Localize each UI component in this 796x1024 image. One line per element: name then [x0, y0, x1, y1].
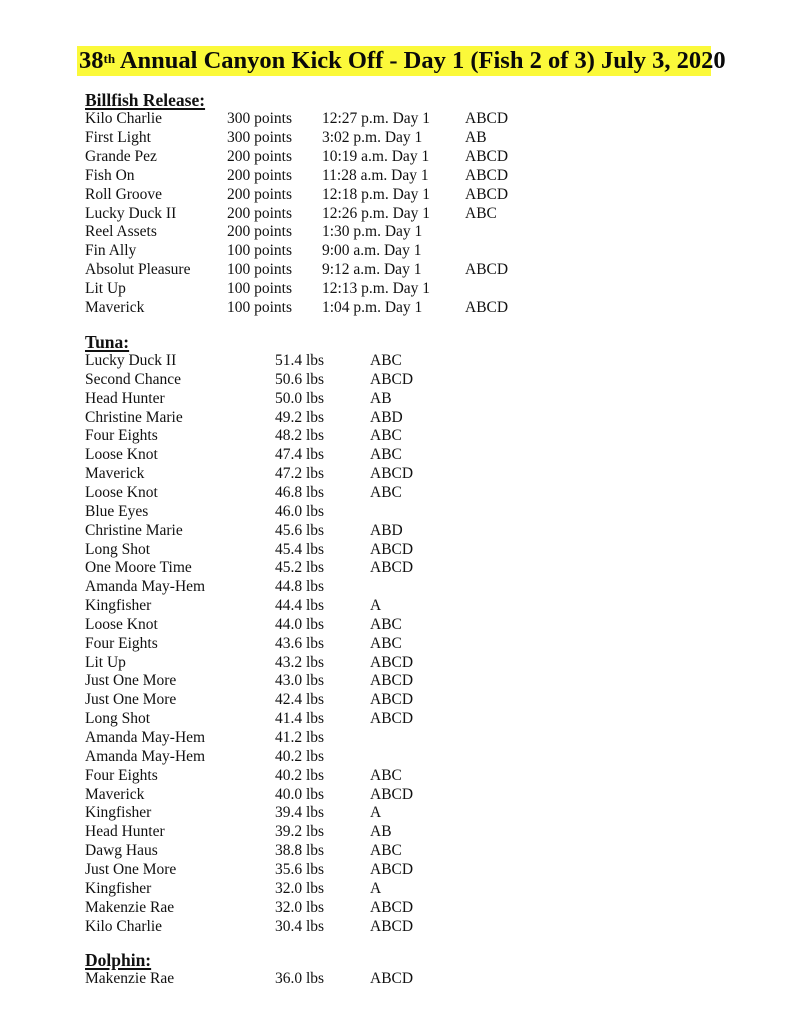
boat-name: Kingfisher: [85, 597, 152, 615]
boat-name: Head Hunter: [85, 389, 165, 407]
points: 300 points: [227, 110, 293, 127]
release-time: 1:30 p.m. Day 1: [322, 223, 423, 241]
division-code: ABC: [370, 634, 402, 652]
release-time: 12:26 p.m. Day 1: [322, 204, 431, 222]
weight: 47.4 lbs: [275, 446, 325, 464]
billfish-row: [0, 128, 796, 147]
weight: 36.0 lbs: [275, 970, 325, 987]
tuna-row: [0, 747, 796, 766]
weight: 40.0 lbs: [275, 785, 325, 803]
tuna-row: [0, 879, 796, 898]
weight: 44.8 lbs: [275, 578, 325, 596]
division-code: ABCD: [370, 970, 414, 987]
division-code: ABCD: [370, 860, 414, 878]
division-code: ABC: [465, 204, 497, 222]
division-code: ABC: [370, 446, 402, 464]
boat-name: Kilo Charlie: [85, 917, 163, 935]
boat-name: Head Hunter: [85, 823, 165, 841]
title-superscript: th: [103, 51, 116, 66]
billfish-row: [0, 166, 796, 185]
tuna-row: [0, 917, 796, 936]
division-code: ABCD: [370, 917, 414, 935]
boat-name: Second Chance: [85, 370, 181, 388]
tuna-row: [0, 426, 796, 445]
boat-name: Amanda May-Hem: [85, 747, 206, 765]
division-code: ABCD: [370, 370, 414, 388]
points: 100 points: [227, 280, 293, 298]
division-code: A: [370, 879, 382, 897]
points: 100 points: [227, 299, 293, 316]
weight: 41.4 lbs: [275, 710, 325, 728]
boat-name: Kilo Charlie: [85, 110, 163, 127]
boat-name: Four Eights: [85, 427, 158, 445]
weight: 45.2 lbs: [275, 559, 325, 577]
tuna-row: [0, 370, 796, 389]
points: 200 points: [227, 204, 293, 222]
boat-name: Amanda May-Hem: [85, 729, 206, 746]
boat-name: Lit Up: [85, 653, 126, 671]
billfish-row: [0, 109, 796, 128]
weight: 46.8 lbs: [275, 483, 325, 501]
tuna-row: [0, 577, 796, 596]
dolphin-heading: Dolphin:: [85, 950, 152, 970]
weight: 50.6 lbs: [275, 370, 325, 388]
boat-name: Makenzie Rae: [85, 970, 175, 987]
weight: 44.0 lbs: [275, 615, 325, 633]
boat-name: Kingfisher: [85, 804, 152, 822]
boat-name: Dawg Haus: [85, 842, 158, 860]
division-code: AB: [370, 389, 392, 407]
weight: 45.4 lbs: [275, 540, 325, 558]
billfish-row: [0, 147, 796, 166]
boat-name: Four Eights: [85, 766, 158, 784]
weight: 40.2 lbs: [275, 766, 325, 784]
boat-name: Loose Knot: [85, 483, 158, 501]
tuna-row: [0, 634, 796, 653]
weight: 32.0 lbs: [275, 879, 325, 897]
division-code: ABCD: [370, 691, 414, 709]
weight: 43.2 lbs: [275, 653, 325, 671]
weight: 46.0 lbs: [275, 502, 325, 520]
release-time: 9:12 a.m. Day 1: [322, 261, 422, 279]
boat-name: Long Shot: [85, 540, 151, 558]
boat-name: Reel Assets: [85, 223, 157, 241]
release-time: 12:27 p.m. Day 1: [322, 110, 431, 127]
tuna-row: [0, 464, 796, 483]
division-code: ABCD: [370, 672, 414, 690]
boat-name: First Light: [85, 128, 151, 146]
weight: 42.4 lbs: [275, 691, 325, 709]
weight: 43.0 lbs: [275, 672, 325, 690]
points: 200 points: [227, 147, 293, 165]
boat-name: Fin Ally: [85, 242, 137, 260]
tuna-row: [0, 502, 796, 521]
boat-name: Maverick: [85, 299, 145, 316]
division-code: ABCD: [370, 898, 414, 916]
tuna-row: [0, 596, 796, 615]
division-code: ABC: [370, 842, 402, 860]
weight: 35.6 lbs: [275, 860, 325, 878]
weight: 45.6 lbs: [275, 521, 325, 539]
tuna-row: [0, 709, 796, 728]
points: 200 points: [227, 166, 293, 184]
tuna-row: [0, 408, 796, 427]
tuna-row: [0, 690, 796, 709]
division-code: ABCD: [465, 299, 509, 316]
boat-name: Loose Knot: [85, 446, 158, 464]
weight: 41.2 lbs: [275, 729, 325, 746]
weight: 40.2 lbs: [275, 747, 325, 765]
division-code: ABD: [370, 408, 403, 426]
division-code: ABCD: [370, 540, 414, 558]
boat-name: Maverick: [85, 465, 145, 483]
tuna-row: [0, 615, 796, 634]
weight: 51.4 lbs: [275, 352, 325, 369]
release-time: 9:00 a.m. Day 1: [322, 242, 422, 260]
points: 200 points: [227, 185, 293, 203]
page-title: [79, 46, 726, 76]
title-prefix: 38: [79, 47, 104, 74]
tuna-row: [0, 671, 796, 690]
tuna-row: [0, 653, 796, 672]
division-code: ABC: [370, 766, 402, 784]
billfish-row: [0, 279, 796, 298]
division-code: ABCD: [370, 653, 414, 671]
billfish-row: [0, 298, 796, 317]
tuna-row: [0, 785, 796, 804]
tuna-row: [0, 803, 796, 822]
weight: 47.2 lbs: [275, 465, 325, 483]
division-code: ABC: [370, 352, 402, 369]
boat-name: Maverick: [85, 785, 145, 803]
boat-name: Absolut Pleasure: [85, 261, 191, 279]
tuna-row: [0, 766, 796, 785]
dolphin-row: [0, 969, 796, 988]
release-time: 12:18 p.m. Day 1: [322, 185, 431, 203]
division-code: ABCD: [465, 185, 509, 203]
boat-name: Just One More: [85, 672, 177, 690]
division-code: A: [370, 597, 382, 615]
division-code: ABCD: [370, 785, 414, 803]
division-code: ABCD: [465, 261, 509, 279]
division-code: ABCD: [370, 465, 414, 483]
weight: 43.6 lbs: [275, 634, 325, 652]
division-code: AB: [370, 823, 392, 841]
weight: 38.8 lbs: [275, 842, 325, 860]
boat-name: Makenzie Rae: [85, 898, 175, 916]
division-code: ABD: [370, 521, 403, 539]
points: 300 points: [227, 128, 293, 146]
division-code: ABCD: [465, 166, 509, 184]
boat-name: Just One More: [85, 691, 177, 709]
billfish-row: [0, 204, 796, 223]
division-code: A: [370, 804, 382, 822]
boat-name: Four Eights: [85, 634, 158, 652]
release-time: 3:02 p.m. Day 1: [322, 128, 423, 146]
boat-name: Amanda May-Hem: [85, 578, 206, 596]
division-code: ABCD: [370, 559, 414, 577]
title-rest: Annual Canyon Kick Off - Day 1 (Fish 2 of 3) July 3, 2020: [115, 47, 726, 74]
release-time: 1:04 p.m. Day 1: [322, 299, 423, 316]
boat-name: Long Shot: [85, 710, 151, 728]
billfish-heading: Billfish Release:: [85, 90, 206, 110]
tuna-row: [0, 822, 796, 841]
division-code: ABCD: [465, 110, 509, 127]
release-time: 12:13 p.m. Day 1: [322, 280, 431, 298]
division-code: ABC: [370, 483, 402, 501]
billfish-row: [0, 222, 796, 241]
boat-name: Lit Up: [85, 280, 126, 298]
weight: 39.2 lbs: [275, 823, 325, 841]
tuna-row: [0, 728, 796, 747]
billfish-row: [0, 260, 796, 279]
boat-name: Kingfisher: [85, 879, 152, 897]
release-time: 10:19 a.m. Day 1: [322, 147, 430, 165]
boat-name: One Moore Time: [85, 559, 192, 577]
division-code: AB: [465, 128, 487, 146]
tuna-row: [0, 389, 796, 408]
weight: 30.4 lbs: [275, 917, 325, 935]
tuna-row: [0, 540, 796, 559]
boat-name: Blue Eyes: [85, 502, 149, 520]
tuna-row: [0, 351, 796, 370]
boat-name: Grande Pez: [85, 147, 157, 165]
division-code: ABC: [370, 427, 402, 445]
weight: 39.4 lbs: [275, 804, 325, 822]
division-code: ABCD: [370, 710, 414, 728]
boat-name: Lucky Duck II: [85, 352, 177, 369]
tuna-row: [0, 841, 796, 860]
weight: 49.2 lbs: [275, 408, 325, 426]
boat-name: Just One More: [85, 860, 177, 878]
boat-name: Lucky Duck II: [85, 204, 177, 222]
tuna-row: [0, 521, 796, 540]
tuna-heading: Tuna:: [85, 332, 130, 352]
billfish-row: [0, 241, 796, 260]
division-code: ABCD: [465, 147, 509, 165]
tuna-row: [0, 483, 796, 502]
tuna-row: [0, 860, 796, 879]
weight: 32.0 lbs: [275, 898, 325, 916]
points: 200 points: [227, 223, 293, 241]
boat-name: Fish On: [85, 166, 135, 184]
billfish-row: [0, 185, 796, 204]
tuna-row: [0, 898, 796, 917]
points: 100 points: [227, 242, 293, 260]
weight: 50.0 lbs: [275, 389, 325, 407]
weight: 44.4 lbs: [275, 597, 325, 615]
weight: 48.2 lbs: [275, 427, 325, 445]
boat-name: Roll Groove: [85, 185, 163, 203]
points: 100 points: [227, 261, 293, 279]
tuna-row: [0, 558, 796, 577]
tuna-row: [0, 445, 796, 464]
boat-name: Loose Knot: [85, 615, 158, 633]
release-time: 11:28 a.m. Day 1: [322, 166, 429, 184]
boat-name: Christine Marie: [85, 408, 183, 426]
division-code: ABC: [370, 615, 402, 633]
boat-name: Christine Marie: [85, 521, 183, 539]
